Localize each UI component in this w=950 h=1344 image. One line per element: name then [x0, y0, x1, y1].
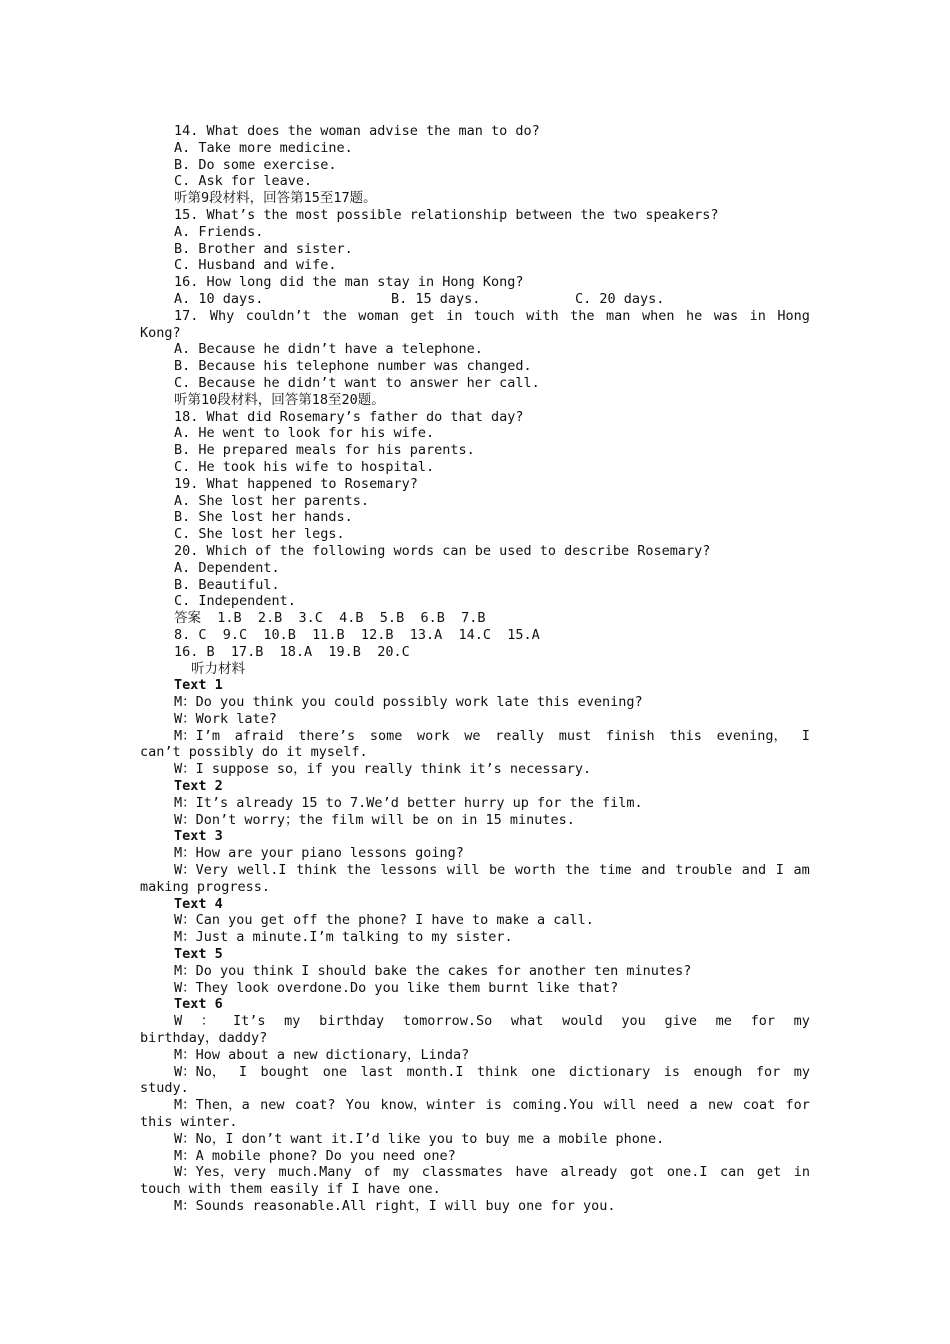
word: for: [750, 1013, 775, 1030]
word: in: [446, 307, 463, 324]
word: have: [515, 1164, 549, 1181]
question-17-continued: Kong?: [140, 324, 181, 341]
text-6-line-7: [140, 1164, 810, 1181]
word: with: [526, 307, 559, 324]
word: he: [685, 307, 703, 324]
word: W：No，: [174, 1063, 226, 1080]
word: trouble: [675, 862, 733, 879]
word: ：: [200, 1013, 215, 1030]
word: one: [531, 1063, 556, 1080]
word: You: [345, 1097, 371, 1114]
text-1-line-3: [140, 728, 810, 745]
word: man: [606, 307, 631, 324]
option-15-a: A. Friends.: [174, 223, 264, 240]
text-2-line-2: W：Don’t worry；the film will be on in 15 minutes.: [174, 811, 575, 828]
option-17-a: A. Because he didn’t have a telephone.: [174, 341, 483, 358]
word: tomorrow.So: [402, 1013, 493, 1030]
word: classmates: [421, 1164, 503, 1181]
word: couldn’t: [245, 307, 311, 324]
word: for: [785, 1097, 810, 1114]
word: of: [364, 1164, 381, 1181]
answer-key-line-1: 答案 1.B 2.B 3.C 4.B 5.B 6.B 7.B: [174, 610, 486, 627]
word: and: [641, 862, 666, 879]
text-3-line-1: M：How are your piano lessons going?: [174, 845, 464, 862]
question-15: 15. What’s the most possible relationship between the two speakers?: [174, 206, 719, 223]
word: the: [322, 307, 347, 324]
word: will: [603, 1097, 637, 1114]
text-4-title: Text 4: [174, 895, 223, 912]
word: my: [284, 1013, 301, 1030]
word: is: [663, 1063, 681, 1080]
text-5-title: Text 5: [174, 946, 223, 963]
option-18-c: C. He took his wife to hospital.: [174, 458, 435, 475]
text-4-line-2: M：Just a minute.I’m talking to my sister.: [174, 929, 513, 946]
word: much.Many: [278, 1164, 352, 1181]
word: worth: [514, 862, 556, 879]
word: give: [664, 1013, 697, 1030]
word: be: [489, 862, 506, 879]
word: know，winter: [380, 1097, 476, 1114]
word: I: [775, 862, 784, 879]
text-6-line-1-continued: birthday，daddy?: [140, 1030, 268, 1047]
text-3-title: Text 3: [174, 828, 223, 845]
question-18: 18. What did Rosemary’s father do that day?: [174, 408, 524, 425]
word: month.I: [406, 1063, 464, 1080]
word: me: [715, 1013, 732, 1030]
word: woman: [358, 307, 399, 324]
word: will: [446, 862, 480, 879]
word: my: [793, 1013, 810, 1030]
word: finish: [605, 727, 655, 744]
word: well.I: [237, 862, 287, 879]
word: we: [464, 727, 481, 744]
word: W: [174, 1013, 183, 1030]
word: It’s: [232, 1013, 266, 1030]
word: a: [689, 1097, 698, 1114]
word: one: [322, 1063, 348, 1080]
word: would: [562, 1013, 603, 1030]
word: coat?: [294, 1097, 336, 1114]
word: was: [713, 307, 739, 324]
question-14: 14. What does the woman advise the man to do?: [174, 123, 540, 139]
text-5-line-2: W：They look overdone.Do you like them burnt like that?: [174, 979, 619, 996]
option-16-c: C. 20 days.: [575, 290, 665, 307]
word: M：Then，a: [174, 1097, 250, 1114]
word: must: [558, 727, 592, 744]
word: birthday: [319, 1013, 385, 1030]
options-16: [140, 291, 810, 308]
listening-material-heading: 听力材料: [191, 660, 245, 677]
word: the: [570, 307, 595, 324]
word: coat: [742, 1097, 776, 1114]
word: there’s: [298, 727, 356, 744]
option-14-c: C. Ask for leave.: [174, 173, 313, 190]
word: get: [756, 1164, 782, 1181]
document-page: [140, 123, 810, 1215]
option-19-b: B. She lost her hands.: [174, 509, 353, 526]
text-6-line-4: [140, 1097, 810, 1114]
option-14-b: B. Do some exercise.: [174, 156, 337, 173]
text-6-line-6: M：A mobile phone? Do you need one?: [174, 1147, 456, 1164]
word: work: [417, 727, 450, 744]
word: got: [629, 1164, 655, 1181]
word: when: [641, 307, 675, 324]
question-20: 20. Which of the following words can be used to describe Rosemary?: [174, 542, 711, 559]
option-14-a: A. Take more medicine.: [174, 139, 353, 156]
word: can: [719, 1164, 745, 1181]
word: need: [646, 1097, 680, 1114]
option-17-b: B. Because his telephone number was changed.: [174, 358, 532, 375]
word: is: [485, 1097, 502, 1114]
word: bought: [260, 1063, 310, 1080]
text-1-line-2: W：Work late?: [174, 710, 277, 727]
option-20-b: B. Beautiful.: [174, 576, 280, 593]
word: for: [755, 1063, 781, 1080]
text-3-line-2: [140, 862, 810, 879]
word: one.I: [666, 1164, 708, 1181]
word: evening，: [716, 727, 788, 744]
word: Why: [209, 307, 235, 324]
word: coming.You: [512, 1097, 594, 1114]
word: last: [360, 1063, 394, 1080]
text-6-line-1: [140, 1013, 810, 1030]
text-2-title: Text 2: [174, 778, 223, 795]
word: 17.: [174, 307, 199, 324]
option-19-c: C. She lost her legs.: [174, 526, 345, 543]
option-16-a: A. 10 days.: [174, 290, 264, 307]
text-6-line-3-continued: study.: [140, 1080, 189, 1097]
text-1-title: Text 1: [174, 677, 223, 694]
option-18-a: A. He went to look for his wife.: [174, 425, 435, 442]
text-1-line-3-continued: can’t possibly do it myself.: [140, 744, 368, 761]
word: think: [477, 1063, 518, 1080]
text-6-line-4-continued: this winter.: [140, 1114, 238, 1131]
word: W：Very: [174, 862, 229, 879]
word: new: [707, 1097, 733, 1114]
section-instruction-10: 听第10段材料，回答第18至20题。: [174, 391, 385, 408]
word: you: [621, 1013, 646, 1030]
option-18-b: B. He prepared meals for his parents.: [174, 442, 475, 459]
answer-key-line-2: 8. C 9.C 10.B 11.B 12.B 13.A 14.C 15.A: [174, 626, 540, 643]
option-16-b: B. 15 days.: [391, 290, 481, 307]
word: touch: [474, 307, 515, 324]
word: my: [793, 1063, 810, 1080]
word: M：I’m: [174, 727, 221, 744]
question-16: 16. How long did the man stay in Hong Kong?: [174, 274, 524, 291]
word: Hong: [777, 307, 810, 324]
word: I: [238, 1063, 248, 1080]
section-instruction-9: 听第9段材料，回答第15至17题。: [174, 190, 377, 207]
word: think: [296, 862, 337, 879]
text-2-line-1: M：It’s already 15 to 7.We’d better hurry up for the film.: [174, 794, 643, 811]
word: and: [741, 862, 767, 879]
option-17-c: C. Because he didn’t want to answer her call.: [174, 374, 540, 391]
word: afraid: [234, 727, 284, 744]
word: this: [669, 727, 702, 744]
word: my: [392, 1164, 410, 1181]
word: already: [560, 1164, 618, 1181]
word: W：Yes，very: [174, 1164, 267, 1181]
text-3-line-2-continued: making progress.: [140, 878, 271, 895]
text-5-line-1: M：Do you think I should bake the cakes for another ten minutes?: [174, 962, 692, 979]
text-1-line-1: M：Do you think you could possibly work late this evening?: [174, 694, 643, 711]
option-20-c: C. Independent.: [174, 593, 296, 610]
word: dictionary: [569, 1063, 651, 1080]
word: really: [495, 727, 544, 744]
question-19: 19. What happened to Rosemary?: [174, 475, 418, 492]
word: what: [510, 1013, 544, 1030]
text-6-title: Text 6: [174, 996, 223, 1013]
word: I: [801, 727, 810, 744]
word: time: [599, 862, 632, 879]
word: some: [369, 727, 403, 744]
word: lessons: [380, 862, 438, 879]
text-6-line-8: M：Sounds reasonable.All right，I will buy one for you.: [174, 1198, 616, 1214]
word: get: [410, 307, 435, 324]
question-17: [140, 308, 810, 325]
word: new: [260, 1097, 285, 1114]
option-20-a: A. Dependent.: [174, 559, 280, 576]
text-6-line-5: W：No，I don’t want it.I’d like you to buy me a mobile phone.: [174, 1130, 665, 1147]
word: in: [793, 1164, 810, 1181]
text-6-line-7-continued: touch with them easily if I have one.: [140, 1181, 441, 1198]
word: in: [749, 307, 766, 324]
word: the: [565, 862, 590, 879]
word: enough: [693, 1063, 743, 1080]
text-4-line-1: W：Can you get off the phone? I have to make a call.: [174, 912, 594, 929]
text-1-line-4: W：I suppose so，if you really think it’s necessary.: [174, 761, 592, 778]
word: the: [346, 862, 371, 879]
option-15-c: C. Husband and wife.: [174, 257, 337, 274]
option-15-b: B. Brother and sister.: [174, 240, 353, 257]
answer-key-line-3: 16. B 17.B 18.A 19.B 20.C: [174, 643, 410, 660]
text-6-line-2: M：How about a new dictionary，Linda?: [174, 1046, 470, 1063]
option-19-a: A. She lost her parents.: [174, 492, 370, 509]
text-6-line-3: [140, 1064, 810, 1081]
word: am: [793, 862, 810, 879]
